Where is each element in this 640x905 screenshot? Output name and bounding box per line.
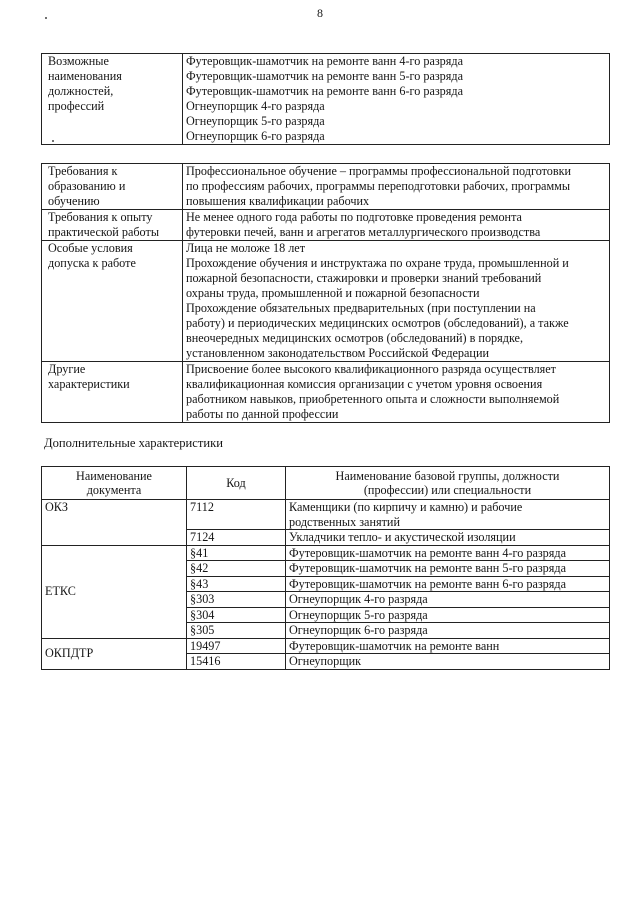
experience-text: Не менее одного года работы по подготовке проведения ремонта футеровки печей, ванн и агрегатов металлургического производства xyxy=(183,210,610,241)
profession-item: Огнеупорщик 4-го разряда xyxy=(186,99,325,113)
doc-okz: ОКЗ xyxy=(42,500,187,546)
name-cell: Футеровщик-шамотчик на ремонте ванн 4-го разряда xyxy=(286,545,610,561)
code-cell: 7112 xyxy=(187,500,286,530)
name-cell: Огнеупорщик 5-го разряда xyxy=(286,607,610,623)
code-cell: 19497 xyxy=(187,638,286,654)
name-cell: Огнеупорщик 4-го разряда xyxy=(286,592,610,608)
header-code: Код xyxy=(187,467,286,500)
name-cell: Огнеупорщик xyxy=(286,654,610,670)
education-label: Требования к образованию и обучению xyxy=(42,164,183,210)
name-cell: Огнеупорщик 6-го разряда xyxy=(286,623,610,639)
doc-okpdtr: ОКПДТР xyxy=(42,638,187,669)
code-cell: §303 xyxy=(187,592,286,608)
name-cell: Каменщики (по кирпичу и камню) и рабочие родственных занятий xyxy=(286,500,610,530)
name-cell: Футеровщик-шамотчик на ремонте ванн 6-го разряда xyxy=(286,576,610,592)
table-row xyxy=(42,362,610,423)
profession-item: Огнеупорщик 6-го разряда xyxy=(186,129,325,143)
table-row xyxy=(42,54,610,145)
table-row xyxy=(42,164,610,210)
other-text: Присвоение более высокого квалификационного разряда осуществляет квалификационная комиссия организации с учетом уровня освоения работником навыков, приобретенного опыта и сложности выполняемой работы по данной профессии xyxy=(183,362,610,423)
header-doc-name: Наименование документа xyxy=(42,467,187,500)
table-row xyxy=(42,545,610,561)
table-row xyxy=(42,241,610,362)
table-row xyxy=(42,210,610,241)
name-cell: Футеровщик-шамотчик на ремонте ванн xyxy=(286,638,610,654)
profession-item: Футеровщик-шамотчик на ремонте ванн 4-го разряда xyxy=(186,54,463,68)
professions-label: Возможные наименования должностей, профессий xyxy=(42,54,183,145)
admission-label: Особые условия допуска к работе xyxy=(42,241,183,362)
education-text: Профессиональное обучение – программы профессиональной подготовки по профессиям рабочих, программы переподготовки рабочих, программы повышения квалификации рабочих xyxy=(183,164,610,210)
table-row xyxy=(42,638,610,654)
header-base-group: Наименование базовой группы, должности (профессии) или специальности xyxy=(286,467,610,500)
professions-table xyxy=(41,53,610,145)
code-cell: 7124 xyxy=(187,530,286,546)
admission-text: Лица не моложе 18 лет Прохождение обучения и инструктажа по охране труда, промышленной и пожарной безопасности, стажировки и проверки знаний требований охраны труда, промышленной и пожарной безопасности Прохождение обязательных предварительных (при поступлении на работу) и периодических медицинских осмотров (обследований), а также внеочередных медицинских осмотров (обследований) в порядке, установленном законодательством Российской Федерации xyxy=(183,241,610,362)
code-cell: §41 xyxy=(187,545,286,561)
requirements-table xyxy=(41,163,610,423)
profession-item: Огнеупорщик 5-го разряда xyxy=(186,114,325,128)
page-number: 8 xyxy=(317,6,323,20)
doc-etks: ЕТКС xyxy=(42,545,187,638)
professions-values xyxy=(183,54,610,145)
additional-table xyxy=(41,466,610,670)
table-row xyxy=(42,500,610,530)
experience-label: Требования к опыту практической работы xyxy=(42,210,183,241)
profession-item: Футеровщик-шамотчик на ремонте ванн 6-го разряда xyxy=(186,84,463,98)
code-cell: §42 xyxy=(187,561,286,577)
code-cell: §304 xyxy=(187,607,286,623)
name-cell: Футеровщик-шамотчик на ремонте ванн 5-го разряда xyxy=(286,561,610,577)
code-cell: §43 xyxy=(187,576,286,592)
section-title: Дополнительные характеристики xyxy=(44,436,223,450)
code-cell: 15416 xyxy=(187,654,286,670)
table-header-row xyxy=(42,467,610,500)
code-cell: §305 xyxy=(187,623,286,639)
other-label: Другие характеристики xyxy=(42,362,183,423)
name-cell: Укладчики тепло- и акустической изоляции xyxy=(286,530,610,546)
profession-item: Футеровщик-шамотчик на ремонте ванн 5-го разряда xyxy=(186,69,463,83)
